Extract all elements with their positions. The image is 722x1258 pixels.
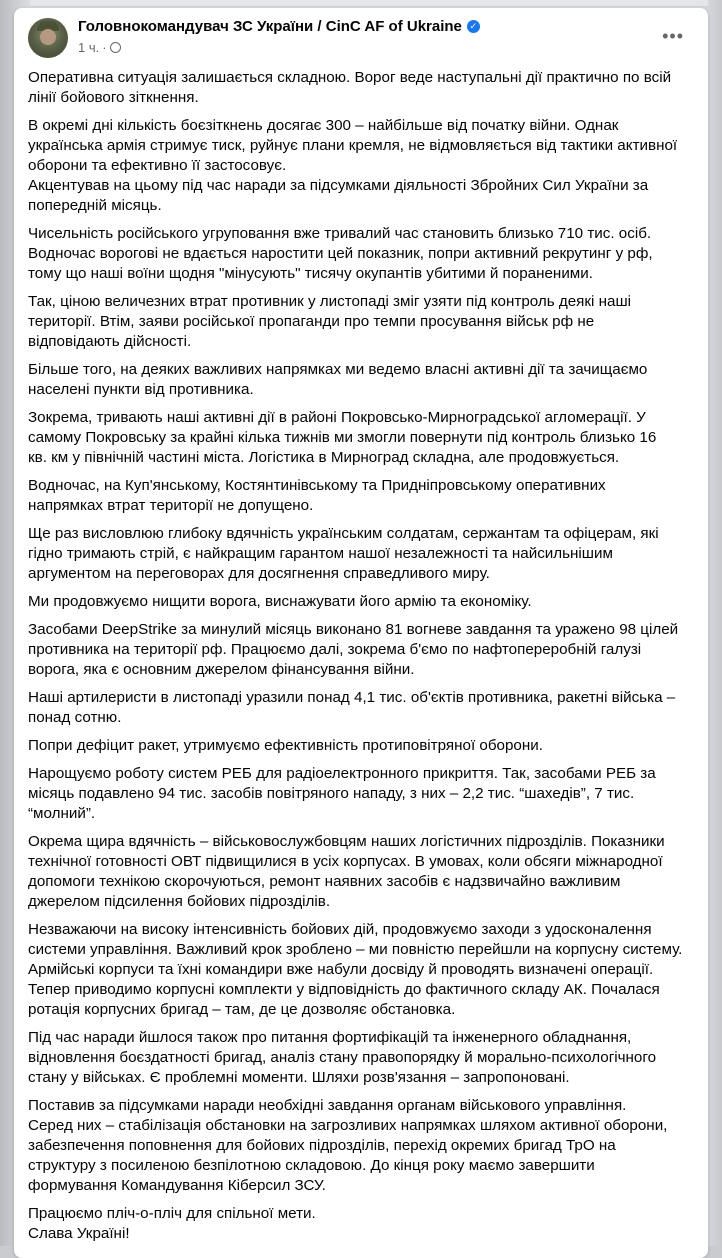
post-paragraph <box>28 1028 700 1088</box>
text-line: Оперативна ситуація залишається складною. Ворог веде наступальні дії практично по всій <box>28 69 672 86</box>
post-paragraph <box>28 1096 700 1196</box>
text-line: формування Командування Кіберсил ЗСУ. <box>28 1177 326 1194</box>
author-name[interactable]: Головнокомандувач ЗС України / CinC AF of Ukraine <box>78 18 462 35</box>
avatar[interactable] <box>28 18 68 58</box>
text-line: відповідають дійсності. <box>28 333 192 350</box>
post-paragraph <box>28 620 700 680</box>
text-line: Водночас, на Куп'янському, Костянтинівському та Придніпровському оперативних <box>28 477 606 494</box>
post-paragraph <box>28 832 700 912</box>
post-header <box>28 18 688 60</box>
post-card <box>14 8 708 1258</box>
post-paragraph <box>28 408 700 468</box>
globe-icon <box>110 42 121 53</box>
post-paragraph <box>28 1204 700 1244</box>
text-line: понад сотню. <box>28 709 122 726</box>
text-line: Зокрема, тривають наші активні дії в районі Покровсько-Мирноградської агломерації. У <box>28 409 646 426</box>
text-line: населені пункти від противника. <box>28 381 254 398</box>
post-paragraph <box>28 68 700 108</box>
text-line: кв. км у північній частині міста. Логістика в Мирноград складна, але продовжується. <box>28 449 620 466</box>
post-paragraph <box>28 920 700 1020</box>
post-paragraph <box>28 736 700 756</box>
post-paragraph <box>28 764 700 824</box>
text-line: Наші артилеристи в листопаді уразили понад 4,1 тис. об'єктів противника, ракетні війська – <box>28 689 676 706</box>
text-line: тому що наші воїни щодня "мінусують" тисячу окупантів убитими й пораненими. <box>28 265 593 282</box>
text-line: Водночас ворогові не вдається наростити цей показник, попри активний рекрутинг у рф, <box>28 245 653 262</box>
text-line: технічної готовності ОВТ підвищилися в усіх корпусах. В умовах, коли обсяги міжнародної <box>28 853 663 870</box>
text-line: Нарощуємо роботу систем РЕБ для радіоелектронного прикриття. Так, засобами РЕБ за <box>28 765 656 782</box>
text-line: противника на території рф. Працюємо далі, зокрема б'ємо по нафтопереробній галузі <box>28 641 642 658</box>
text-line: джерелом підсилення бойових підрозділів. <box>28 893 331 910</box>
text-line: гідно тримають стрій, є найкращим гарантом нашої незалежності та найсильнішим <box>28 545 613 562</box>
text-line: “молний”. <box>28 805 96 822</box>
more-options-button[interactable]: ••• <box>662 26 684 46</box>
post-paragraph <box>28 360 700 400</box>
text-line: В окремі дні кількість боєзіткнень досягає 300 – найбільше від початку війни. Однак <box>28 117 619 134</box>
text-line: ворога, яка є основним джерелом фінансування війни. <box>28 661 415 678</box>
text-line: Більше того, на деяких важливих напрямках ми ведемо власні активні дії та зачищаємо <box>28 361 648 378</box>
verified-badge-icon: ✓ <box>467 20 480 33</box>
text-line: ротація корпусних бригад – там, де це дозволяє обстановка. <box>28 1001 456 1018</box>
text-line: самому Покровську за крайні кілька тижнів ми змогли повернути під контроль близько 16 <box>28 429 657 446</box>
text-line: Попри дефіцит ракет, утримуємо ефективність протиповітряної оборони. <box>28 737 543 754</box>
meta-separator: · <box>102 40 107 55</box>
post-paragraph <box>28 592 700 612</box>
text-line: стану у військах. Є проблемні моменти. Шляхи розв'язання – запропоновані. <box>28 1069 570 1086</box>
post-paragraph <box>28 224 700 284</box>
text-line: Серед них – стабілізація обстановки на загрозливих напрямках шляхом активної оборони, <box>28 1117 668 1134</box>
text-line: напрямках втрат території не допущено. <box>28 497 314 514</box>
text-line: Акцентував на цьому під час наради за підсумками діяльності Збройних Сил України за <box>28 177 649 194</box>
text-line: Слава Україні! <box>28 1225 130 1242</box>
text-line: Працюємо пліч-о-пліч для спільної мети. <box>28 1205 316 1222</box>
post-paragraph <box>28 476 700 516</box>
text-line: Ще раз висловлюю глибоку вдячність українським солдатам, сержантам та офіцерам, які <box>28 525 659 542</box>
text-line: Тепер приводимо корпусні комплекти у відповідність до фактичного складу АК. Почалася <box>28 981 660 998</box>
post-paragraph <box>28 688 700 728</box>
post-paragraph <box>28 292 700 352</box>
text-line: Під час наради йшлося також про питання фортифікацій та інженерного обладнання, <box>28 1029 632 1046</box>
text-line: Поставив за підсумками наради необхідні завдання органам військового управління. <box>28 1097 627 1114</box>
post-time[interactable]: 1 ч. <box>78 40 100 55</box>
text-line: оборони та ефективно її застосовує. <box>28 157 287 174</box>
text-line: аргументом на переговорах для досягнення справедливого миру. <box>28 565 490 582</box>
text-line: Чисельність російського угруповання вже тривалий час становить близько 710 тис. осіб. <box>28 225 652 242</box>
text-line: лінії бойового зіткнення. <box>28 89 199 106</box>
text-line: Засобами DeepStrike за минулий місяць виконано 81 вогневе завдання та уражено 98 цілей <box>28 621 679 638</box>
text-line: Так, ціною величезних втрат противник у листопаді зміг узяти під контроль деякі наші <box>28 293 632 310</box>
text-line: системи управління. Важливий крок зроблено – ми повністю перейшли на корпусну систему. <box>28 941 683 958</box>
text-line: Ми продовжуємо нищити ворога, виснажувати його армію та економіку. <box>28 593 532 610</box>
text-line: відновлення боєздатності бригад, аналіз стану правопорядку й морально-психологічного <box>28 1049 657 1066</box>
text-line: місяць подавлено 94 тис. засобів повітряного нападу, з них – 2,2 тис. “шахедів”, 7 тис. <box>28 785 635 802</box>
post-paragraph <box>28 116 700 216</box>
text-line: Окрема щира вдячність – військовослужбовцям наших логістичних підрозділів. Показники <box>28 833 665 850</box>
text-line: українська армія стримує тиск, руйнує плани кремля, не відмовляється від тактики активної <box>28 137 678 154</box>
text-line: території. Втім, заяви російської пропаганди про темпи просування військ рф не <box>28 313 595 330</box>
text-line: Незважаючи на високу інтенсивність бойових дій, продовжуємо заходи з удосконалення <box>28 921 652 938</box>
text-line: структуру з посиленою безпілотною складовою. До кінця року маємо завершити <box>28 1157 595 1174</box>
post-paragraph <box>28 524 700 584</box>
text-line: забезпечення поповнення для бойових підрозділів, перехід окремих бригад ТрО на <box>28 1137 616 1154</box>
text-line: Армійські корпуси та їхні командири вже набули досвіду й проводять визначені операції. <box>28 961 654 978</box>
text-line: допомоги технікою скорочуються, ремонт наявних засобів є надзвичайно важливим <box>28 873 621 890</box>
text-line: попередній місяць. <box>28 197 162 214</box>
previous-card-edge <box>30 0 708 7</box>
post-text <box>28 68 700 1252</box>
